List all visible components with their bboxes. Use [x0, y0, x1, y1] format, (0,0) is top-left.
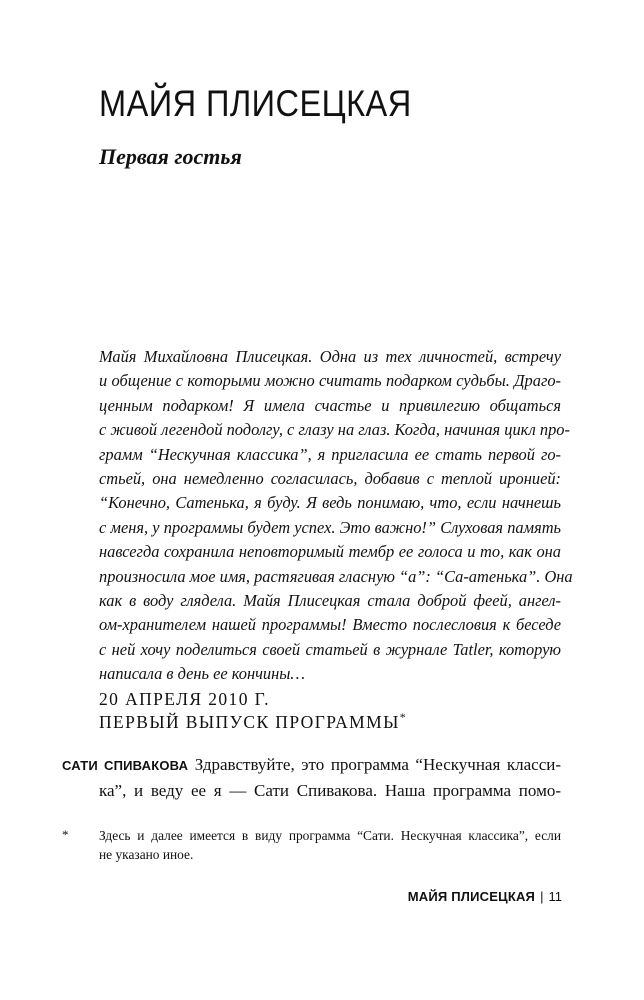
- dialogue-line: ка”, и веду ее я — Сати Спивакова. Наша программа помо-: [99, 781, 561, 800]
- intro-line: произносила мое имя, растягивая гласную “а”: “Са-атенька”. Она: [99, 566, 573, 586]
- footnote-reference: *: [399, 710, 406, 724]
- footer-separator: |: [540, 889, 544, 904]
- footnote-line: не указано иное.: [99, 847, 194, 862]
- section-title: ПЕРВЫЙ ВЫПУСК ПРОГРАММЫ: [99, 712, 400, 732]
- section-date: 20 АПРЕЛЯ 2010 Г.: [99, 689, 270, 709]
- footnote-line: Здесь и далее имеется в виду программа “Сати. Нескучная классика”, если: [99, 828, 561, 843]
- speaker-name: САТИ СПИВАКОВА: [62, 758, 189, 773]
- running-title: МАЙЯ ПЛИСЕЦКАЯ: [407, 889, 536, 904]
- dialogue-text: Здравствуйте, это программа “Нескучная класси-: [194, 755, 561, 774]
- intro-line: навсегда сохранила неповторимый тембр ее голоса и то, как она: [99, 542, 561, 562]
- intro-paragraph: [99, 345, 573, 687]
- section-title-line: [99, 711, 406, 734]
- section-heading: [99, 688, 406, 734]
- page-title: МАЙЯ ПЛИСЕЦКАЯ: [99, 83, 412, 124]
- intro-line: с меня, у программы будет успех. Это важно!” Слуховая память: [99, 517, 561, 537]
- intro-line: Майя Михайловна Плисецкая. Одна из тех личностей, встречу: [99, 347, 561, 366]
- page-subtitle: Первая гостья: [99, 144, 242, 169]
- intro-line: написала в день ее кончины…: [99, 664, 305, 684]
- intro-line: и общение с которыми можно считать подарком судьбы. Драго-: [99, 371, 561, 391]
- intro-line: как в воду глядела. Майя Плисецкая стала доброй феей, ангел-: [99, 591, 561, 611]
- intro-line: грамм “Нескучная классика”, я пригласила ее стать первой го-: [99, 444, 561, 464]
- dialogue-line: [62, 752, 561, 778]
- page-number: 11: [548, 889, 562, 904]
- intro-line: с живой легендой подолгу, с глазу на глаз. Когда, начиная цикл про-: [99, 420, 570, 440]
- dialogue: [62, 752, 561, 803]
- footnote-marker: *: [62, 827, 69, 842]
- intro-line: с ней хочу поделиться своей статьей в журнале Tatler, которую: [99, 639, 561, 659]
- intro-line: “Конечно, Сатенька, я буду. Я ведь понимаю, что, если начнешь: [99, 493, 561, 513]
- running-footer: [408, 888, 562, 906]
- intro-line: ценным подарком! Я имела счастье и привилегию общаться: [99, 395, 561, 415]
- footnote: [99, 826, 561, 864]
- intro-line: ом-хранителем нашей программы! Вместо послесловия к беседе: [99, 615, 561, 635]
- intro-line: стьей, она немедленно согласилась, добавив с теплой иронией:: [99, 469, 561, 489]
